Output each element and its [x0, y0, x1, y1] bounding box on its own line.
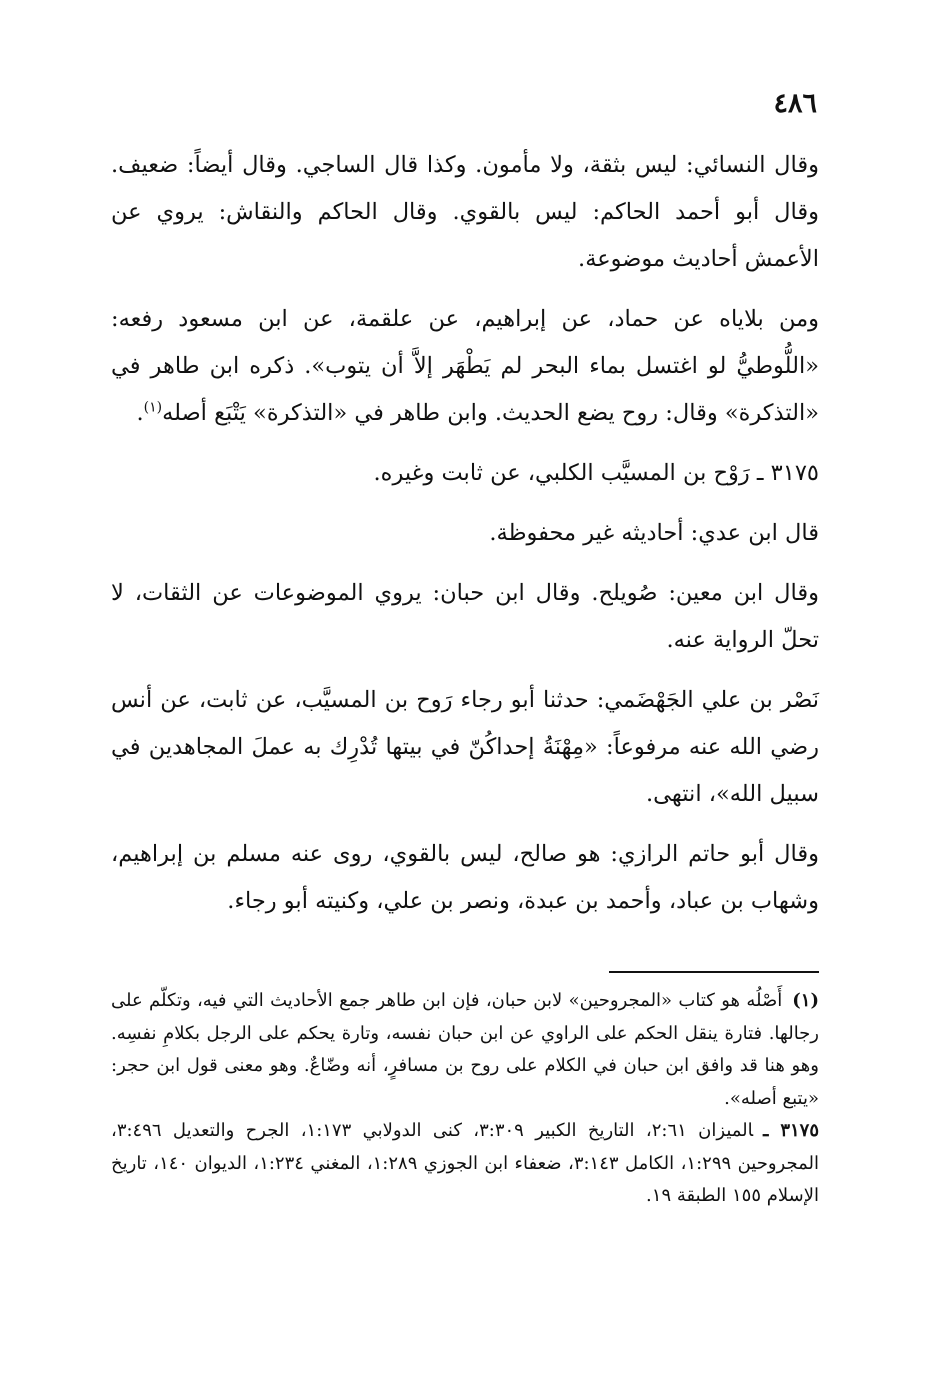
page-number: ٤٨٦: [773, 88, 817, 119]
paragraph-balaya: [111, 296, 819, 437]
entry-heading-3175: ٣١٧٥ ـ رَوْح بن المسيَّب الكلبي، عن ثابت وغيره.: [373, 460, 819, 486]
footnote-1-label: (١): [792, 990, 819, 1011]
footnote-3175-text: الميزان ٢:٦١، التاريخ الكبير ٣:٣٠٩، كنى الدولابي ١:١٧٣، الجرح والتعديل ٣:٤٩٦، المجروحين ١:٢٩٩، الكامل ٣:١٤٣، ضعفاء ابن الجوزي ١:٢٨٩، المغني ١:٢٣٤، الديوان ١٤٠، تاريخ الإسلام ١٥٥ الطبقة ١٩.: [111, 1120, 819, 1206]
footnote-divider: [609, 971, 819, 973]
paragraph-nasai: وقال النسائي: ليس بثقة، ولا مأمون. وكذا قال الساجي. وقال أيضاً: ضعيف. وقال أبو أحمد الحاكم: ليس بالقوي. وقال الحاكم والنقاش: يروي عن الأعمش أحاديث موضوعة.: [111, 152, 819, 272]
footnote-1-text: أَصْلُه هو كتاب «المجروحين» لابن حبان، فإن ابن طاهر جمع الأحاديث التي فيه، وتكلّم على رجالها. فتارة ينقل الحكم على الراوي عن ابن حبان نفسه، وتارة يحكم على الرجل بكلامِ نفسِه. وهو هنا قد وافق ابن حبان في الكلام على روح بن مسافرٍ، أنه وضّاعٌ. وهو معنى قول ابن حجر: «يتبع أصله».: [111, 990, 819, 1109]
paragraph-ibn-main: وقال ابن معين: صُويلح. وقال ابن حبان: يروي الموضوعات عن الثقات، لا تحلّ الرواية عنه.: [111, 580, 819, 653]
footnote-3175-label: ٣١٧٥ ـ: [763, 1120, 820, 1141]
paragraph-ibn-adi: قال ابن عدي: أحاديثه غير محفوظة.: [489, 520, 819, 546]
paragraph-balaya-text: ومن بلاياه عن حماد، عن إبراهيم، عن علقمة، عن ابن مسعود رفعه: «اللُّوطيُّ لو اغتسل بماء البحر لم يَطْهَر إلاَّ أن يتوب». ذكره ابن طاهر في «التذكرة» وقال: روح يضع الحديث. وابن طاهر في «التذكرة» يَتْبَع أصله: [111, 306, 819, 426]
paragraph-end: .: [136, 400, 144, 426]
footnote-3175: [111, 1115, 819, 1213]
paragraph-abu-hatim: وقال أبو حاتم الرازي: هو صالح، ليس بالقوي، روى عنه مسلم بن إبراهيم، وشهاب بن عباد، وأحمد بن عبدة، ونصر بن علي، وكنيته أبو رجاء.: [111, 841, 819, 914]
footnote-1: [111, 985, 819, 1115]
footnotes: [111, 985, 819, 1213]
paragraph-nasr: نَصْر بن علي الجَهْضَمي: حدثنا أبو رجاء رَوح بن المسيَّب، عن ثابت، عن أنس رضي الله عنه مرفوعاً: «مِهْنَةُ إحداكُنّ في بيتها تُدْرِك به عملَ المجاهدين في سبيل الله»، انتهى.: [111, 687, 819, 807]
footnote-marker: (١): [143, 399, 163, 416]
main-text: [111, 142, 819, 925]
